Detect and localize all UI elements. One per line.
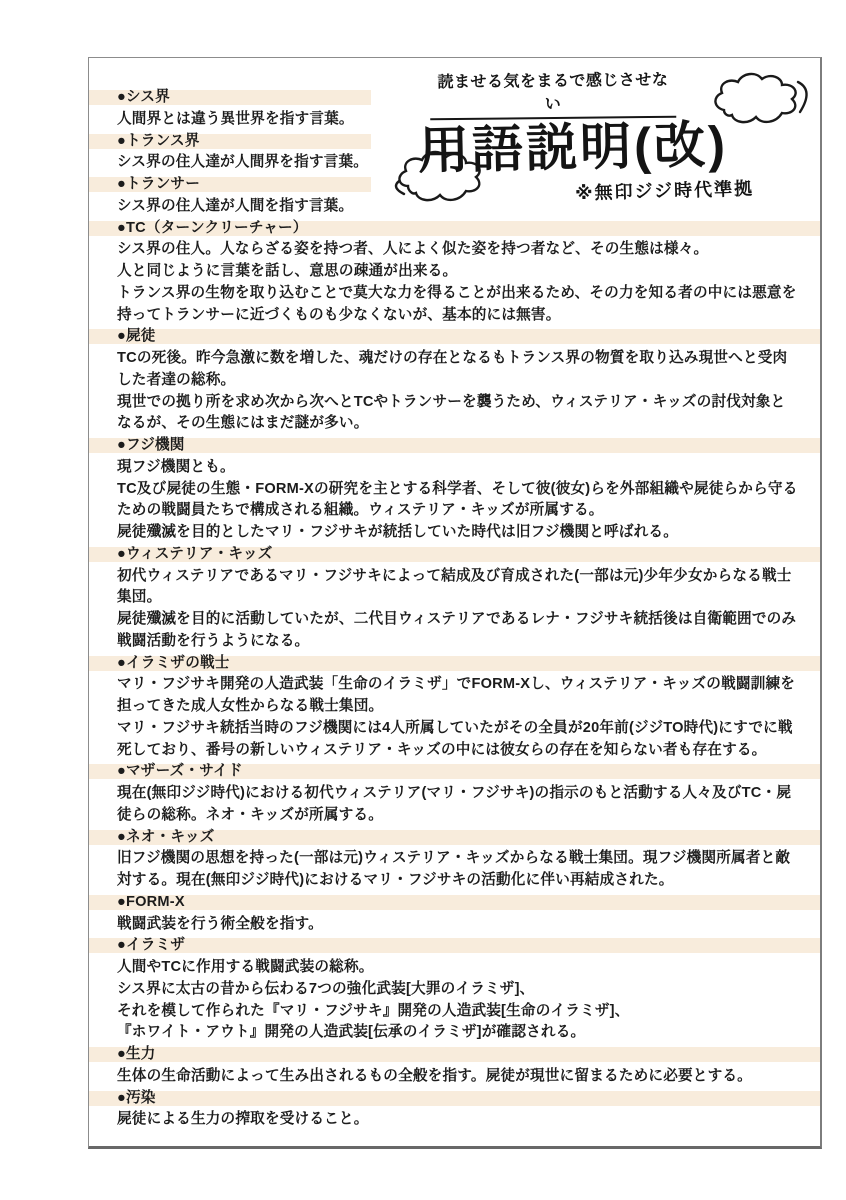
term-heading: ●イラミザ (89, 935, 820, 957)
term-entry (89, 761, 820, 826)
term-entry (89, 653, 820, 762)
term-definition-line: 屍徒による生力の搾取を受けること。 (117, 1111, 369, 1128)
term-definition-line: 現在(無印ジジ時代)における初代ウィステリア(マリ・フジサキ)の指示のもと活動する人々及びTC・屍 (117, 785, 792, 801)
term-definition-line: 屍徒殲滅を目的に活動していたが、二代目ウィステリアであるレナ・フジサキ統括後は自衛範囲でのみ (117, 611, 797, 627)
term-definition-line: シス界の住人達が人間を指す言葉。 (117, 197, 354, 214)
term-definition-line: シス界の住人達が人間界を指す言葉。 (117, 154, 369, 171)
term-definition-line: TC及び屍徒の生態・FORM-Xの研究を主とする科学者、そして彼(彼女)らを外部組織や屍徒らから守る (117, 480, 798, 497)
term-heading: ●屍徒 (89, 326, 820, 348)
page-frame (88, 57, 822, 1149)
term-definition-line: 人間やTCに作用する戦闘武装の総称。 (117, 959, 374, 975)
term-definition-line: 旧フジ機関の思想を持った(一部は元)ウィステリア・キッズからなる戦士集団。現フジ機関所属者と敵 (117, 850, 791, 867)
term-heading: ●ネオ・キッズ (89, 827, 820, 849)
term-entry (89, 892, 820, 936)
page-title: 用語説明(改) (417, 115, 729, 180)
term-definition-line: なるが、その生態にはまだ謎が多い。 (117, 415, 369, 432)
term-definition-line: 担ってきた成人女性からなる戦士集団。 (117, 698, 384, 714)
term-definition-line: 集団。 (117, 589, 162, 606)
term-heading: ●TC（ターンクリーチャー） (89, 218, 820, 240)
term-definition-line: それを模して作られた『マリ・フジサキ』開発の人造武装[生命のイラミザ]、 (117, 1002, 630, 1019)
term-definition-line: マリ・フジサキ統括当時のフジ機関には4人所属していたがその全員が20年前(ジジTO時代)にすでに戦 (117, 719, 793, 736)
term-heading: ●シス界 (89, 87, 820, 109)
glossary-list (89, 58, 820, 1131)
title-note: ※無印ジジ時代準拠 (574, 178, 755, 204)
term-definition-line: した者達の総称。 (117, 371, 236, 388)
term-definition-line: TCの死後。昨今急激に数を増した、魂だけの存在となるもトランス界の物質を取り込み現世へと受肉 (117, 350, 788, 366)
term-definition-line: 戦闘活動を行うようになる。 (117, 632, 310, 649)
term-entry (89, 935, 820, 1044)
term-entry (89, 1088, 820, 1132)
term-definition-line: 戦闘武装を行う術全般を指す。 (117, 915, 323, 932)
term-definition-line: 屍徒殲滅を目的としたマリ・フジサキが統括していた時代は旧フジ機関と呼ばれる。 (117, 524, 678, 540)
term-definition-line: トランス界の生物を取り込むことで莫大な力を得ることが出来るため、その力を知る者の中には悪意を (117, 284, 797, 301)
term-heading: ●FORM-X (89, 892, 820, 914)
term-definition-line: マリ・フジサキ開発の人造武装「生命のイラミザ」でFORM-Xし、ウィステリア・キッズの戦闘訓練を (117, 676, 796, 693)
term-entry (89, 435, 820, 544)
term-heading: ●フジ機関 (89, 435, 820, 457)
term-heading: ●トランサー (89, 174, 820, 196)
term-definition-line: 現フジ機関とも。 (117, 458, 235, 475)
term-definition-line: 人と同じように言葉を話し、意思の疎通が出来る。 (117, 263, 458, 279)
term-definition-line: 持ってトランサーに近づくものも少なくないが、基本的には無害。 (117, 306, 561, 323)
term-heading: ●生力 (89, 1044, 820, 1066)
term-entry (89, 544, 820, 653)
term-heading: ●ウィステリア・キッズ (89, 544, 820, 566)
term-heading: ●トランス界 (89, 131, 820, 153)
term-definition-line: 人間界とは違う異世界を指す言葉。 (117, 110, 354, 127)
term-entry (89, 1044, 820, 1088)
title-tagline: 読ませる気をまるで感じさせない (430, 67, 677, 121)
term-definition-line: 生体の生命活動によって生み出されるもの全般を指す。屍徒が現世に留まるために必要とする。 (117, 1067, 752, 1084)
term-heading: ●マザーズ・サイド (89, 761, 820, 783)
term-entry (89, 827, 820, 892)
term-definition-line: 現世での拠り所を求め次から次へとTCやトランサーを襲うため、ウィステリア・キッズの討伐対象と (117, 393, 786, 410)
term-definition-line: 初代ウィステリアであるマリ・フジサキによって結成及び育成された(一部は元)少年少女からなる戦士 (117, 567, 792, 584)
term-definition-line: シス界の住人。人ならざる姿を持つ者、人によく似た姿を持つ者など、その生態は様々。 (117, 241, 709, 258)
title-block (372, 58, 820, 216)
term-definition-line: 対する。現在(無印ジジ時代)におけるマリ・フジサキの活動化に伴い再結成された。 (117, 872, 674, 888)
term-definition-line: 『ホワイト・アウト』開発の人造武装[伝承のイラミザ]が確認される。 (117, 1024, 586, 1041)
term-heading: ●汚染 (89, 1088, 820, 1110)
term-definition-line: ための戦闘員たちで構成される組織。ウィステリア・キッズが所属する。 (117, 502, 604, 519)
term-definition-line: 死しており、番号の新しいウィステリア・キッズの中には彼女らの存在を知らない者も存在する。 (117, 741, 767, 758)
term-definition-line: 徒らの総称。ネオ・キッズが所属する。 (117, 806, 383, 823)
term-entry (89, 218, 820, 327)
term-definition-line: シス界に太古の昔から伝わる7つの強化武装[大罪のイラミザ]、 (117, 980, 535, 997)
term-entry (89, 326, 820, 435)
term-heading: ●イラミザの戦士 (89, 653, 820, 675)
